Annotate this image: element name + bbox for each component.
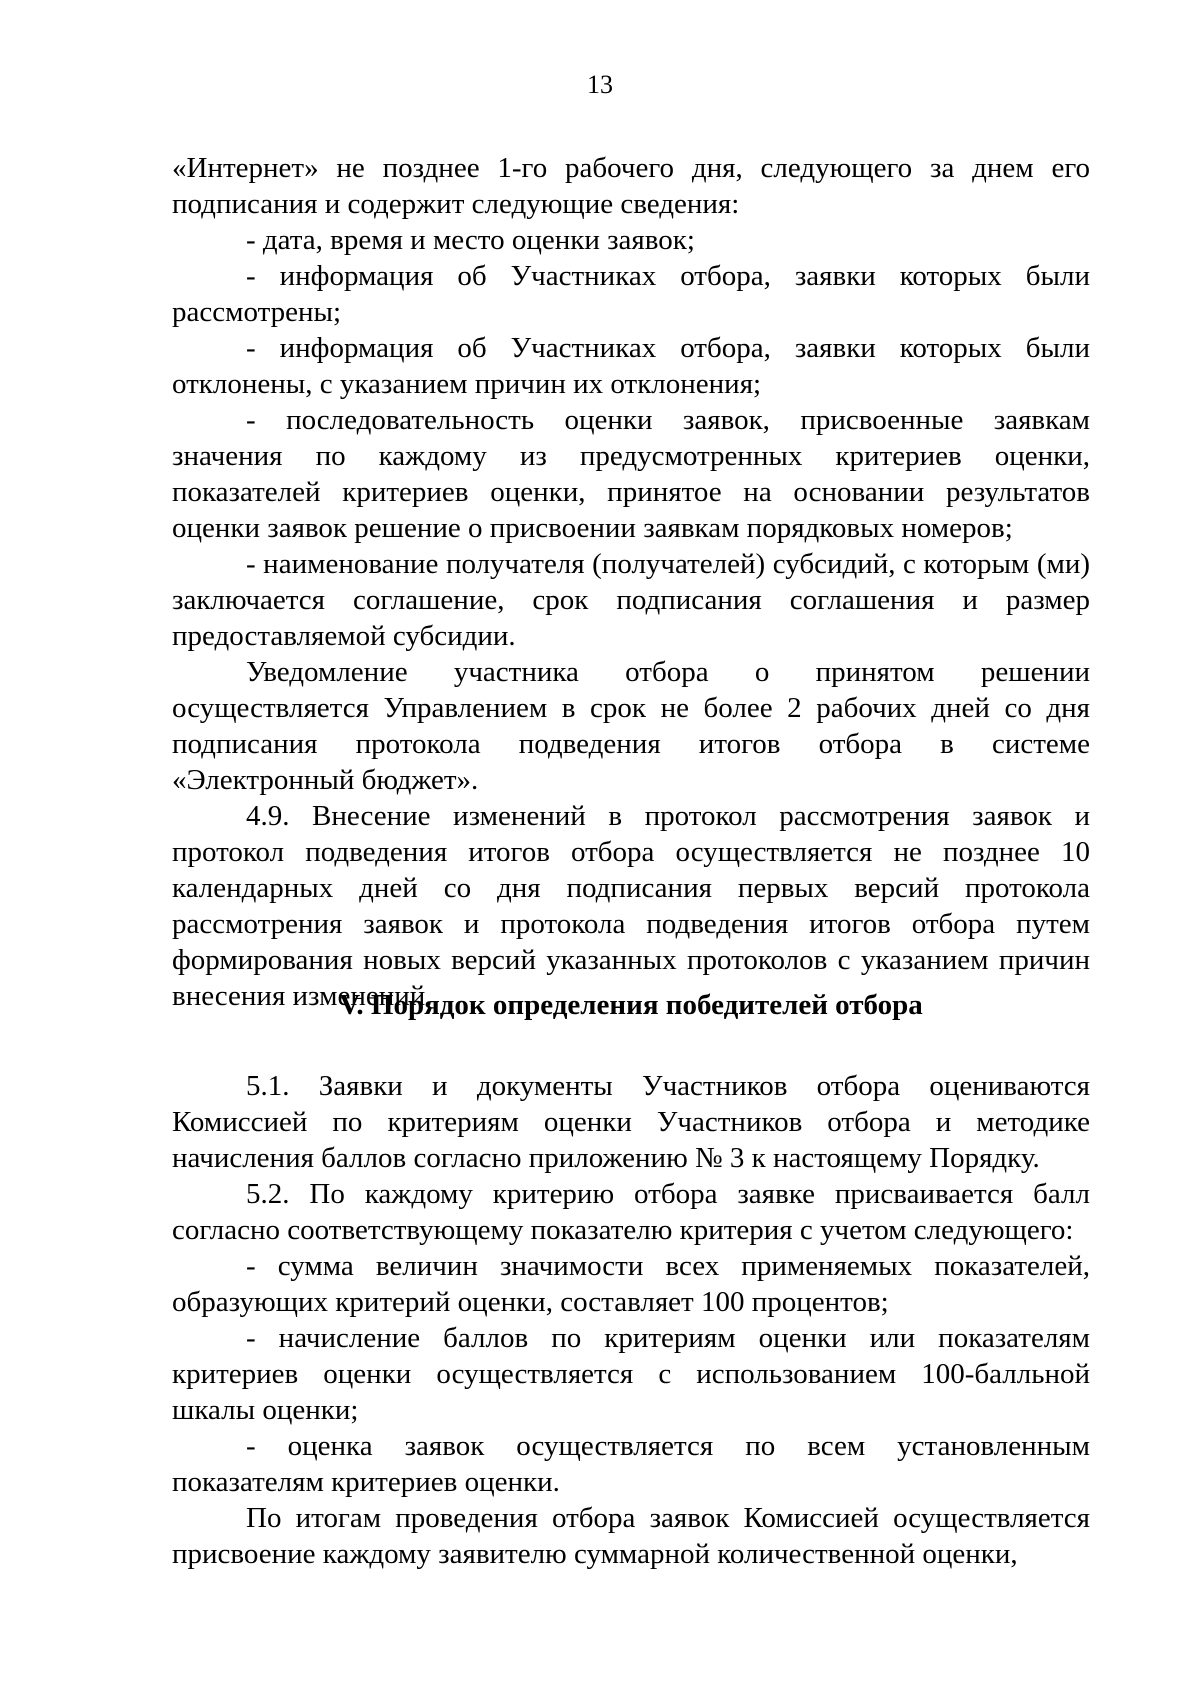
paragraph: 5.2. По каждому критерию отбора заявке присваивается балл согласно соответствующему показателю критерия с учетом следующего:	[172, 1178, 1090, 1246]
paragraph: 4.9. Внесение изменений в протокол рассмотрения заявок и протокол подведения итогов отбора осуществляется не позднее 10 календарных дней со дня подписания первых версий протокола рассмотрения заявок и протокола подведения итогов отбора путем формирования новых версий указанных протоколов с указанием причин внесения изменений.	[172, 800, 1090, 1012]
paragraph: 5.1. Заявки и документы Участников отбора оцениваются Комиссией по критериям оценки Участников отбора и методике начисления баллов согласно приложению № 3 к настоящему Порядку.	[172, 1070, 1090, 1174]
section-heading: V. Порядок определения победителей отбора	[339, 989, 923, 1021]
list-item: - наименование получателя (получателей) субсидий, с которым (ми) заключается соглашение, срок подписания соглашения и размер предоставляемой субсидии.	[172, 548, 1090, 652]
paragraph: По итогам проведения отбора заявок Комиссией осуществляется присвоение каждому заявителю суммарной количественной оценки,	[172, 1502, 1090, 1570]
list-item: - дата, время и место оценки заявок;	[246, 224, 695, 256]
list-item: - начисление баллов по критериям оценки или показателям критериев оценки осуществляется с использованием 100-балльной шкалы оценки;	[172, 1322, 1090, 1426]
section-4-continuation	[172, 150, 1090, 1014]
list-item: - последовательность оценки заявок, присвоенные заявкам значения по каждому из предусмотренных критериев оценки, показателей критериев оценки, принятое на основании результатов оценки заявок решение о присвоении заявкам порядковых номеров;	[172, 404, 1090, 544]
paragraph: «Интернет» не позднее 1-го рабочего дня, следующего за днем его подписания и содержит следующие сведения:	[172, 152, 1090, 220]
list-item: - информация об Участниках отбора, заявки которых были отклонены, с указанием причин их отклонения;	[172, 332, 1090, 400]
paragraph: Уведомление участника отбора о принятом решении осуществляется Управлением в срок не более 2 рабочих дней со дня подписания протокола подведения итогов отбора в системе «Электронный бюджет».	[172, 656, 1090, 796]
page-number: 13	[587, 70, 613, 99]
list-item: - оценка заявок осуществляется по всем установленным показателям критериев оценки.	[172, 1430, 1090, 1498]
list-item: - сумма величин значимости всех применяемых показателей, образующих критерий оценки, составляет 100 процентов;	[172, 1250, 1090, 1318]
list-item: - информация об Участниках отбора, заявки которых были рассмотрены;	[172, 260, 1090, 328]
section-5	[172, 1068, 1090, 1572]
